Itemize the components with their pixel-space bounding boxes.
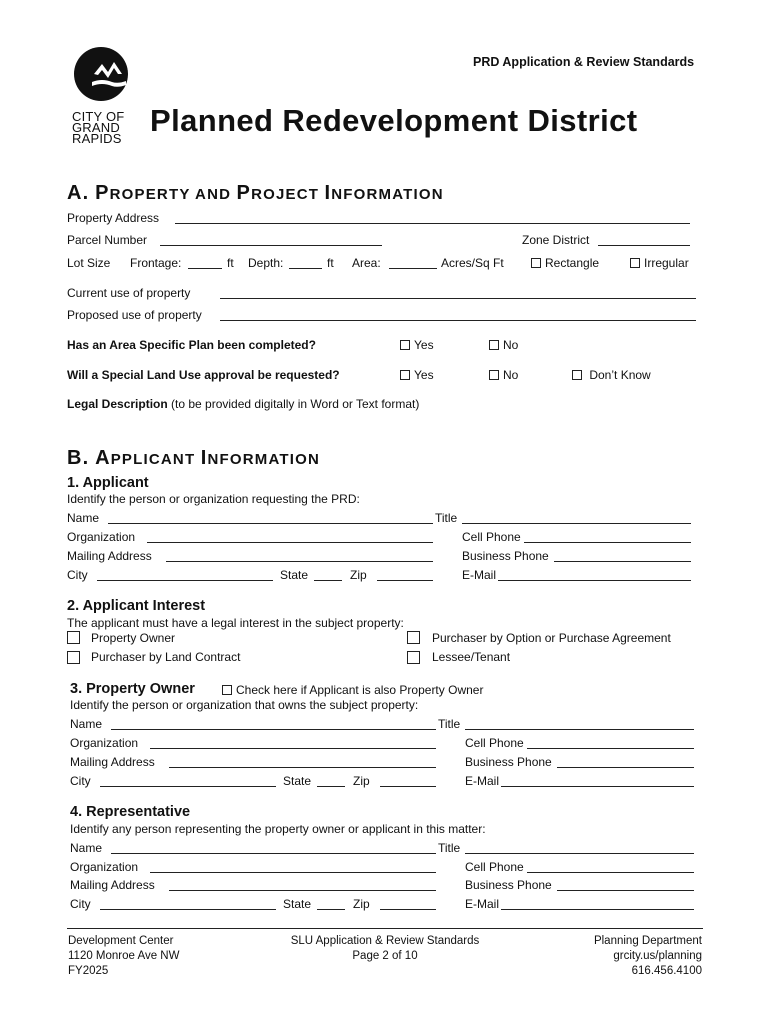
footer-website[interactable]: grcity.us/planning xyxy=(613,950,702,962)
logo-text-line: GRAND xyxy=(72,120,120,135)
purchaser-option-checkbox[interactable] xyxy=(407,631,420,644)
rep-mailing-field[interactable] xyxy=(169,880,436,891)
parcel-number-label: Parcel Number xyxy=(67,233,148,247)
rep-city-label: City xyxy=(70,897,91,911)
footer-divider xyxy=(67,928,703,929)
area-plan-yes[interactable]: Yes xyxy=(400,338,434,352)
depth-label: Depth: xyxy=(248,256,284,270)
rep-email-label: E-Mail xyxy=(465,897,500,911)
footer-center xyxy=(285,934,485,964)
owner-email-label: E-Mail xyxy=(465,774,500,788)
applicant-zip-label: Zip xyxy=(350,568,367,582)
footer-department: Planning Department xyxy=(593,935,702,947)
rep-org-field[interactable] xyxy=(150,862,436,873)
applicant-city-label: City xyxy=(67,568,88,582)
footer-left xyxy=(68,934,179,979)
property-address-label: Property Address xyxy=(67,211,160,225)
rep-cell-label: Cell Phone xyxy=(465,860,524,874)
owner-email-field[interactable] xyxy=(501,776,694,787)
applicant-instruction: Identify the person or organization requesting the PRD: xyxy=(67,492,360,506)
area-label: Area: xyxy=(352,256,381,270)
section-a-heading: A. PROPERTY AND PROJECT INFORMATION xyxy=(67,182,444,204)
proposed-use-label: Proposed use of property xyxy=(67,308,202,322)
owner-business-label: Business Phone xyxy=(465,755,552,769)
rep-email-field[interactable] xyxy=(501,899,694,910)
checkbox[interactable] xyxy=(400,340,410,350)
applicant-cell-field[interactable] xyxy=(524,532,691,543)
applicant-mailing-label: Mailing Address xyxy=(67,549,152,563)
property-owner-checkbox[interactable] xyxy=(67,631,80,644)
applicant-heading: 1. Applicant xyxy=(67,475,149,491)
owner-state-label: State xyxy=(283,774,312,788)
rep-zip-label: Zip xyxy=(353,897,370,911)
owner-name-label: Name xyxy=(70,717,103,731)
representative-instruction: Identify any person representing the property owner or applicant in this matter: xyxy=(70,822,486,836)
special-land-use-question: Will a Special Land Use approval be requested? xyxy=(67,368,340,382)
logo-text-line: RAPIDS xyxy=(72,131,122,146)
rep-title-field[interactable] xyxy=(465,843,694,854)
special-land-yes[interactable]: Yes xyxy=(400,368,434,382)
depth-unit: ft xyxy=(327,256,334,270)
owner-name-field[interactable] xyxy=(111,719,436,730)
rep-business-label: Business Phone xyxy=(465,878,552,892)
lessee-label: Lessee/Tenant xyxy=(432,650,511,664)
owner-mailing-label: Mailing Address xyxy=(70,755,155,769)
footer-doc-name: SLU Application & Review Standards xyxy=(290,935,480,947)
owner-heading: 3. Property Owner xyxy=(70,681,195,697)
owner-cell-field[interactable] xyxy=(527,738,694,749)
applicant-name-field[interactable] xyxy=(108,513,433,524)
applicant-cell-label: Cell Phone xyxy=(462,530,521,544)
checkbox[interactable] xyxy=(489,340,499,350)
lessee-checkbox[interactable] xyxy=(407,651,420,664)
owner-city-label: City xyxy=(70,774,91,788)
rep-state-label: State xyxy=(283,897,312,911)
applicant-mailing-field[interactable] xyxy=(166,551,433,562)
owner-state-field[interactable] xyxy=(317,776,345,787)
checkbox[interactable] xyxy=(400,370,410,380)
parcel-number-field[interactable] xyxy=(160,235,382,246)
interest-instruction: The applicant must have a legal interest in the subject property: xyxy=(67,616,404,630)
frontage-label: Frontage: xyxy=(130,256,182,270)
zone-district-label: Zone District xyxy=(522,233,590,247)
checkbox[interactable] xyxy=(531,258,541,268)
owner-zip-label: Zip xyxy=(353,774,370,788)
representative-heading: 4. Representative xyxy=(70,804,191,820)
applicant-city-field[interactable] xyxy=(97,570,273,581)
footer-office: Development Center xyxy=(68,935,174,947)
owner-city-field[interactable] xyxy=(100,776,276,787)
footer-page-number: Page 2 of 10 xyxy=(352,950,418,962)
footer-phone: 616.456.4100 xyxy=(631,965,702,977)
document-label: PRD Application & Review Standards xyxy=(473,55,695,69)
rep-business-field[interactable] xyxy=(557,880,694,891)
zone-district-field[interactable] xyxy=(598,235,690,246)
rep-cell-field[interactable] xyxy=(527,862,694,873)
rep-name-field[interactable] xyxy=(111,843,436,854)
owner-title-field[interactable] xyxy=(465,719,694,730)
city-logo xyxy=(72,44,134,144)
applicant-business-label: Business Phone xyxy=(462,549,549,563)
applicant-title-field[interactable] xyxy=(462,513,691,524)
owner-title-label: Title xyxy=(438,717,461,731)
rep-state-field[interactable] xyxy=(317,899,345,910)
page-title: Planned Redevelopment District xyxy=(150,103,638,138)
rep-mailing-label: Mailing Address xyxy=(70,878,155,892)
special-land-dont-know[interactable]: Don’t Know xyxy=(572,368,651,382)
applicant-state-field[interactable] xyxy=(314,570,342,581)
current-use-label: Current use of property xyxy=(67,286,191,300)
applicant-state-label: State xyxy=(280,568,309,582)
frontage-field[interactable] xyxy=(188,258,222,269)
frontage-unit: ft xyxy=(227,256,234,270)
applicant-org-field[interactable] xyxy=(147,532,433,543)
checkbox[interactable] xyxy=(222,685,232,695)
lot-size-label: Lot Size xyxy=(67,256,111,270)
applicant-business-field[interactable] xyxy=(554,551,691,562)
owner-instruction: Identify the person or organization that owns the subject property: xyxy=(70,698,419,712)
area-field[interactable] xyxy=(389,258,437,269)
interest-heading: 2. Applicant Interest xyxy=(67,598,206,614)
applicant-email-field[interactable] xyxy=(498,570,691,581)
city-logo-emblem xyxy=(72,44,134,104)
applicant-org-label: Organization xyxy=(67,530,136,544)
footer-right xyxy=(540,934,702,979)
current-use-field[interactable] xyxy=(220,288,696,299)
land-contract-checkbox[interactable] xyxy=(67,651,80,664)
purchaser-option-label: Purchaser by Option or Purchase Agreement xyxy=(432,631,671,645)
applicant-title-label: Title xyxy=(435,511,458,525)
applicant-zip-field[interactable] xyxy=(377,570,433,581)
rep-city-field[interactable] xyxy=(100,899,276,910)
land-contract-label: Purchaser by Land Contract xyxy=(91,650,241,664)
rep-title-label: Title xyxy=(438,841,461,855)
applicant-email-label: E-Mail xyxy=(462,568,497,582)
owner-same-as-applicant[interactable]: Check here if Applicant is also Property Owner xyxy=(222,683,483,697)
footer-address: 1120 Monroe Ave NW xyxy=(68,950,180,962)
owner-cell-label: Cell Phone xyxy=(465,736,524,750)
proposed-use-field[interactable] xyxy=(220,310,696,321)
irregular-option[interactable]: Irregular xyxy=(630,256,689,270)
owner-org-label: Organization xyxy=(70,736,139,750)
rectangle-option[interactable]: Rectangle xyxy=(531,256,599,270)
owner-mailing-field[interactable] xyxy=(169,757,436,768)
section-b-heading: B. APPLICANT INFORMATION xyxy=(67,447,320,469)
checkbox[interactable] xyxy=(489,370,499,380)
area-plan-question: Has an Area Specific Plan been completed? xyxy=(67,338,316,352)
property-address-field[interactable] xyxy=(175,213,690,224)
special-land-no[interactable]: No xyxy=(489,368,518,382)
logo-text-line: CITY OF xyxy=(72,109,125,124)
area-plan-no[interactable]: No xyxy=(489,338,518,352)
depth-field[interactable] xyxy=(289,258,322,269)
applicant-name-label: Name xyxy=(67,511,100,525)
rep-name-label: Name xyxy=(70,841,103,855)
rep-org-label: Organization xyxy=(70,860,139,874)
rep-zip-field[interactable] xyxy=(380,899,436,910)
checkbox[interactable] xyxy=(572,370,582,380)
checkbox[interactable] xyxy=(630,258,640,268)
area-unit: Acres/Sq Ft xyxy=(441,256,504,270)
owner-org-field[interactable] xyxy=(150,738,436,749)
footer-fiscal-year: FY2025 xyxy=(68,965,109,977)
property-owner-label: Property Owner xyxy=(91,631,176,645)
owner-business-field[interactable] xyxy=(557,757,694,768)
owner-zip-field[interactable] xyxy=(380,776,436,787)
legal-description: Legal Description (to be provided digitally in Word or Text format) xyxy=(67,397,420,411)
